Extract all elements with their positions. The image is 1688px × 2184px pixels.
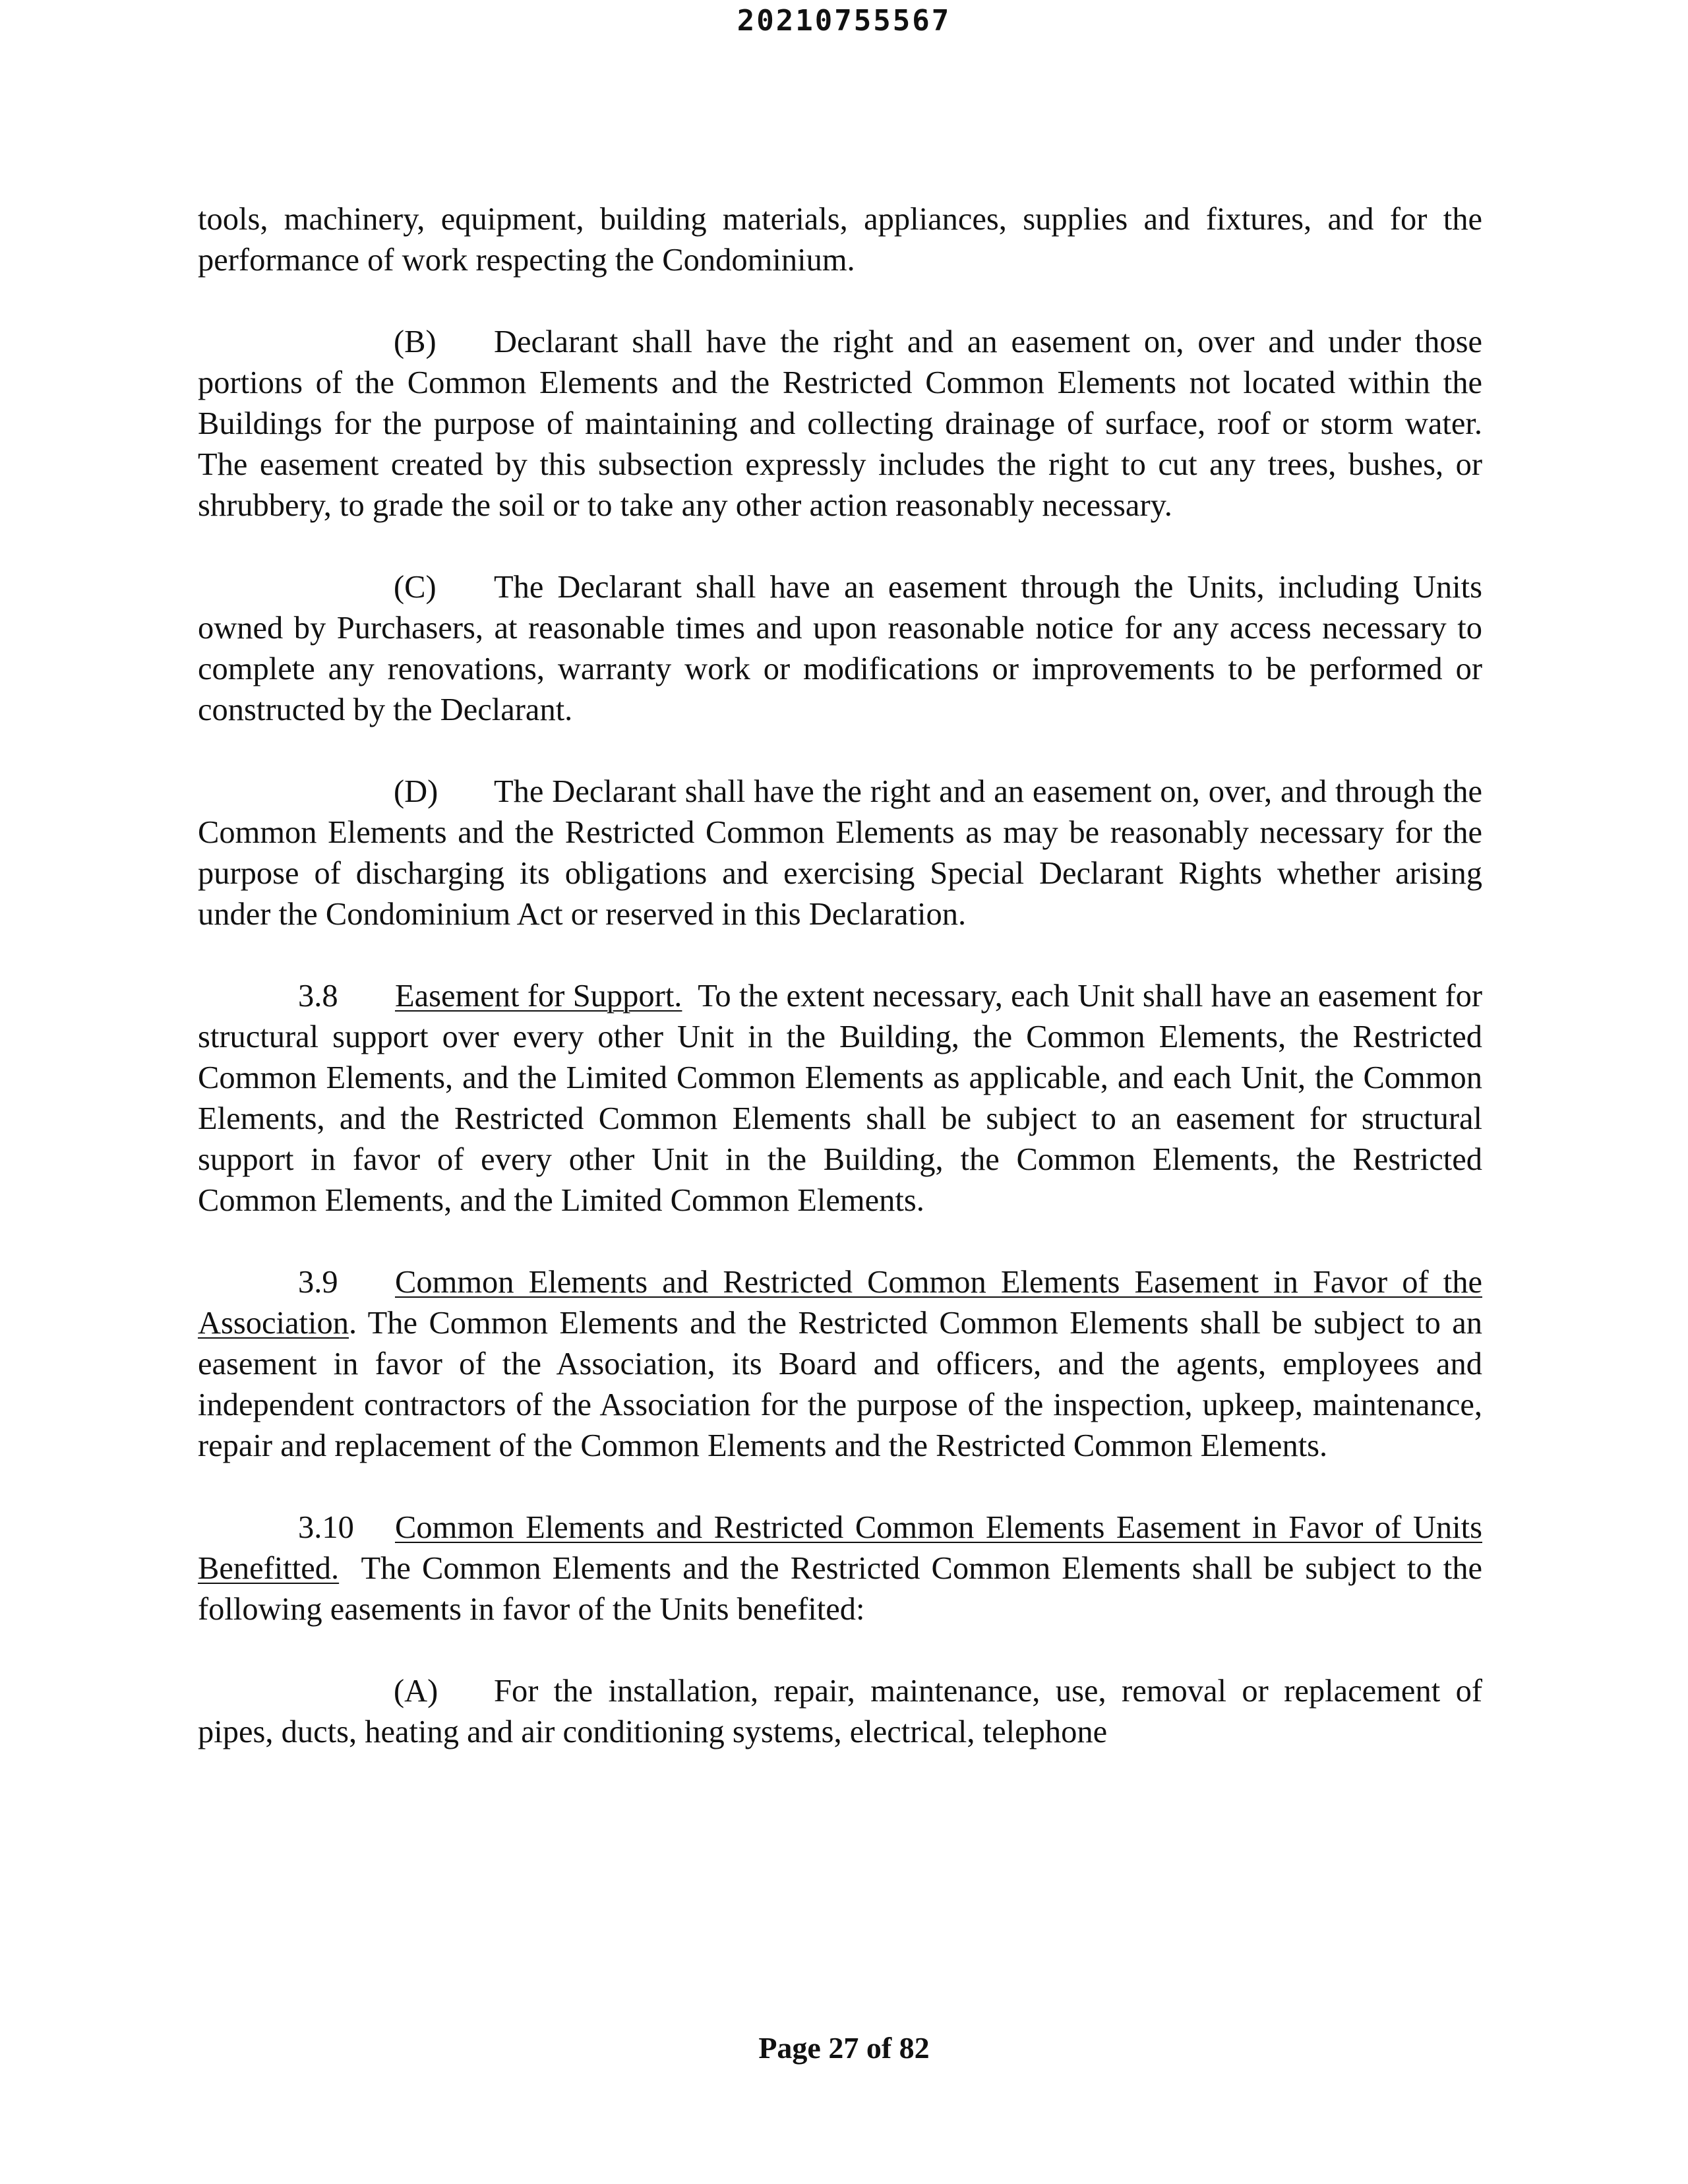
subsection-text: The Declarant shall have the right and an easement on, over, and through the Common Elements and the Restricted Common Elements as may be reasonably necessary for the purpose of discharging its obligations and exercising Special Declarant Rights whether arising under the Condominium Act or reserved in this Declaration. [198, 774, 1482, 932]
subsection-marker: (A) [394, 1674, 438, 1709]
section-heading: Common Elements and Restricted Common Elements Easement in Favor of Units Benefitted. [198, 1510, 1482, 1586]
subsection-marker: (B) [394, 324, 437, 359]
subsection-text: Declarant shall have the right and an easement on, over and under those portions of the Common Elements and the Restricted Common Elements not located within the Buildings for the purpose of maintaining and collecting drainage of surface, roof or storm water. The easement created by this subsection expressly includes the right to cut any trees, bushes, or shrubbery, to grade the soil or to take any other action reasonably necessary. [198, 324, 1482, 523]
document-body [198, 199, 1482, 1794]
subsection-b [198, 322, 1482, 526]
subsection-d [198, 772, 1482, 935]
section-number: 3.9 [298, 1265, 338, 1300]
subsection-c [198, 567, 1482, 731]
subsection-a [198, 1671, 1482, 1753]
section-text: . The Common Elements and the Restricted Common Elements shall be subject to an easement in favor of the Association, its Board and officers, and the agents, employees and independent contractors of the Association for the purpose of the inspection, upkeep, maintenance, repair and replacement of the Common Elements and the Restricted Common Elements. [198, 1306, 1482, 1463]
subsection-text: For the installation, repair, maintenance, use, removal or replacement of pipes, ducts, heating and air conditioning systems, electrical, telephone [198, 1674, 1482, 1749]
section-3-9 [198, 1262, 1482, 1467]
subsection-marker: (D) [394, 774, 438, 809]
section-heading: Common Elements and Restricted Common Elements Easement in Favor of the Association [198, 1265, 1482, 1341]
paragraph-text: tools, machinery, equipment, building materials, appliances, supplies and fixtures, and for the performance of work respecting the Condominium. [198, 202, 1482, 278]
section-text: The Common Elements and the Restricted Common Elements shall be subject to the following easements in favor of the Units benefited: [198, 1551, 1482, 1627]
subsection-text: The Declarant shall have an easement through the Units, including Units owned by Purchasers, at reasonable times and upon reasonable notice for any access necessary to complete any renovations, warranty work or modifications or improvements to be performed or constructed by the Declarant. [198, 570, 1482, 727]
section-number: 3.8 [298, 979, 338, 1014]
page-number: Page 27 of 82 [758, 2031, 930, 2065]
section-number: 3.10 [298, 1510, 354, 1545]
subsection-marker: (C) [394, 570, 437, 605]
document-number: 20210755567 [737, 4, 951, 38]
paragraph-continuation [198, 199, 1482, 281]
section-3-10 [198, 1507, 1482, 1630]
section-3-8 [198, 976, 1482, 1221]
section-heading: Easement for Support. [395, 979, 682, 1014]
section-text: To the extent necessary, each Unit shall have an easement for structural support over every other Unit in the Building, the Common Elements, the Restricted Common Elements, and the Limited Common Elements as applicable, and each Unit, the Common Elements, and the Restricted Common Elements shall be subject to an easement for structural support in favor of every other Unit in the Building, the Common Elements, the Restricted Common Elements, and the Limited Common Elements. [198, 979, 1482, 1218]
